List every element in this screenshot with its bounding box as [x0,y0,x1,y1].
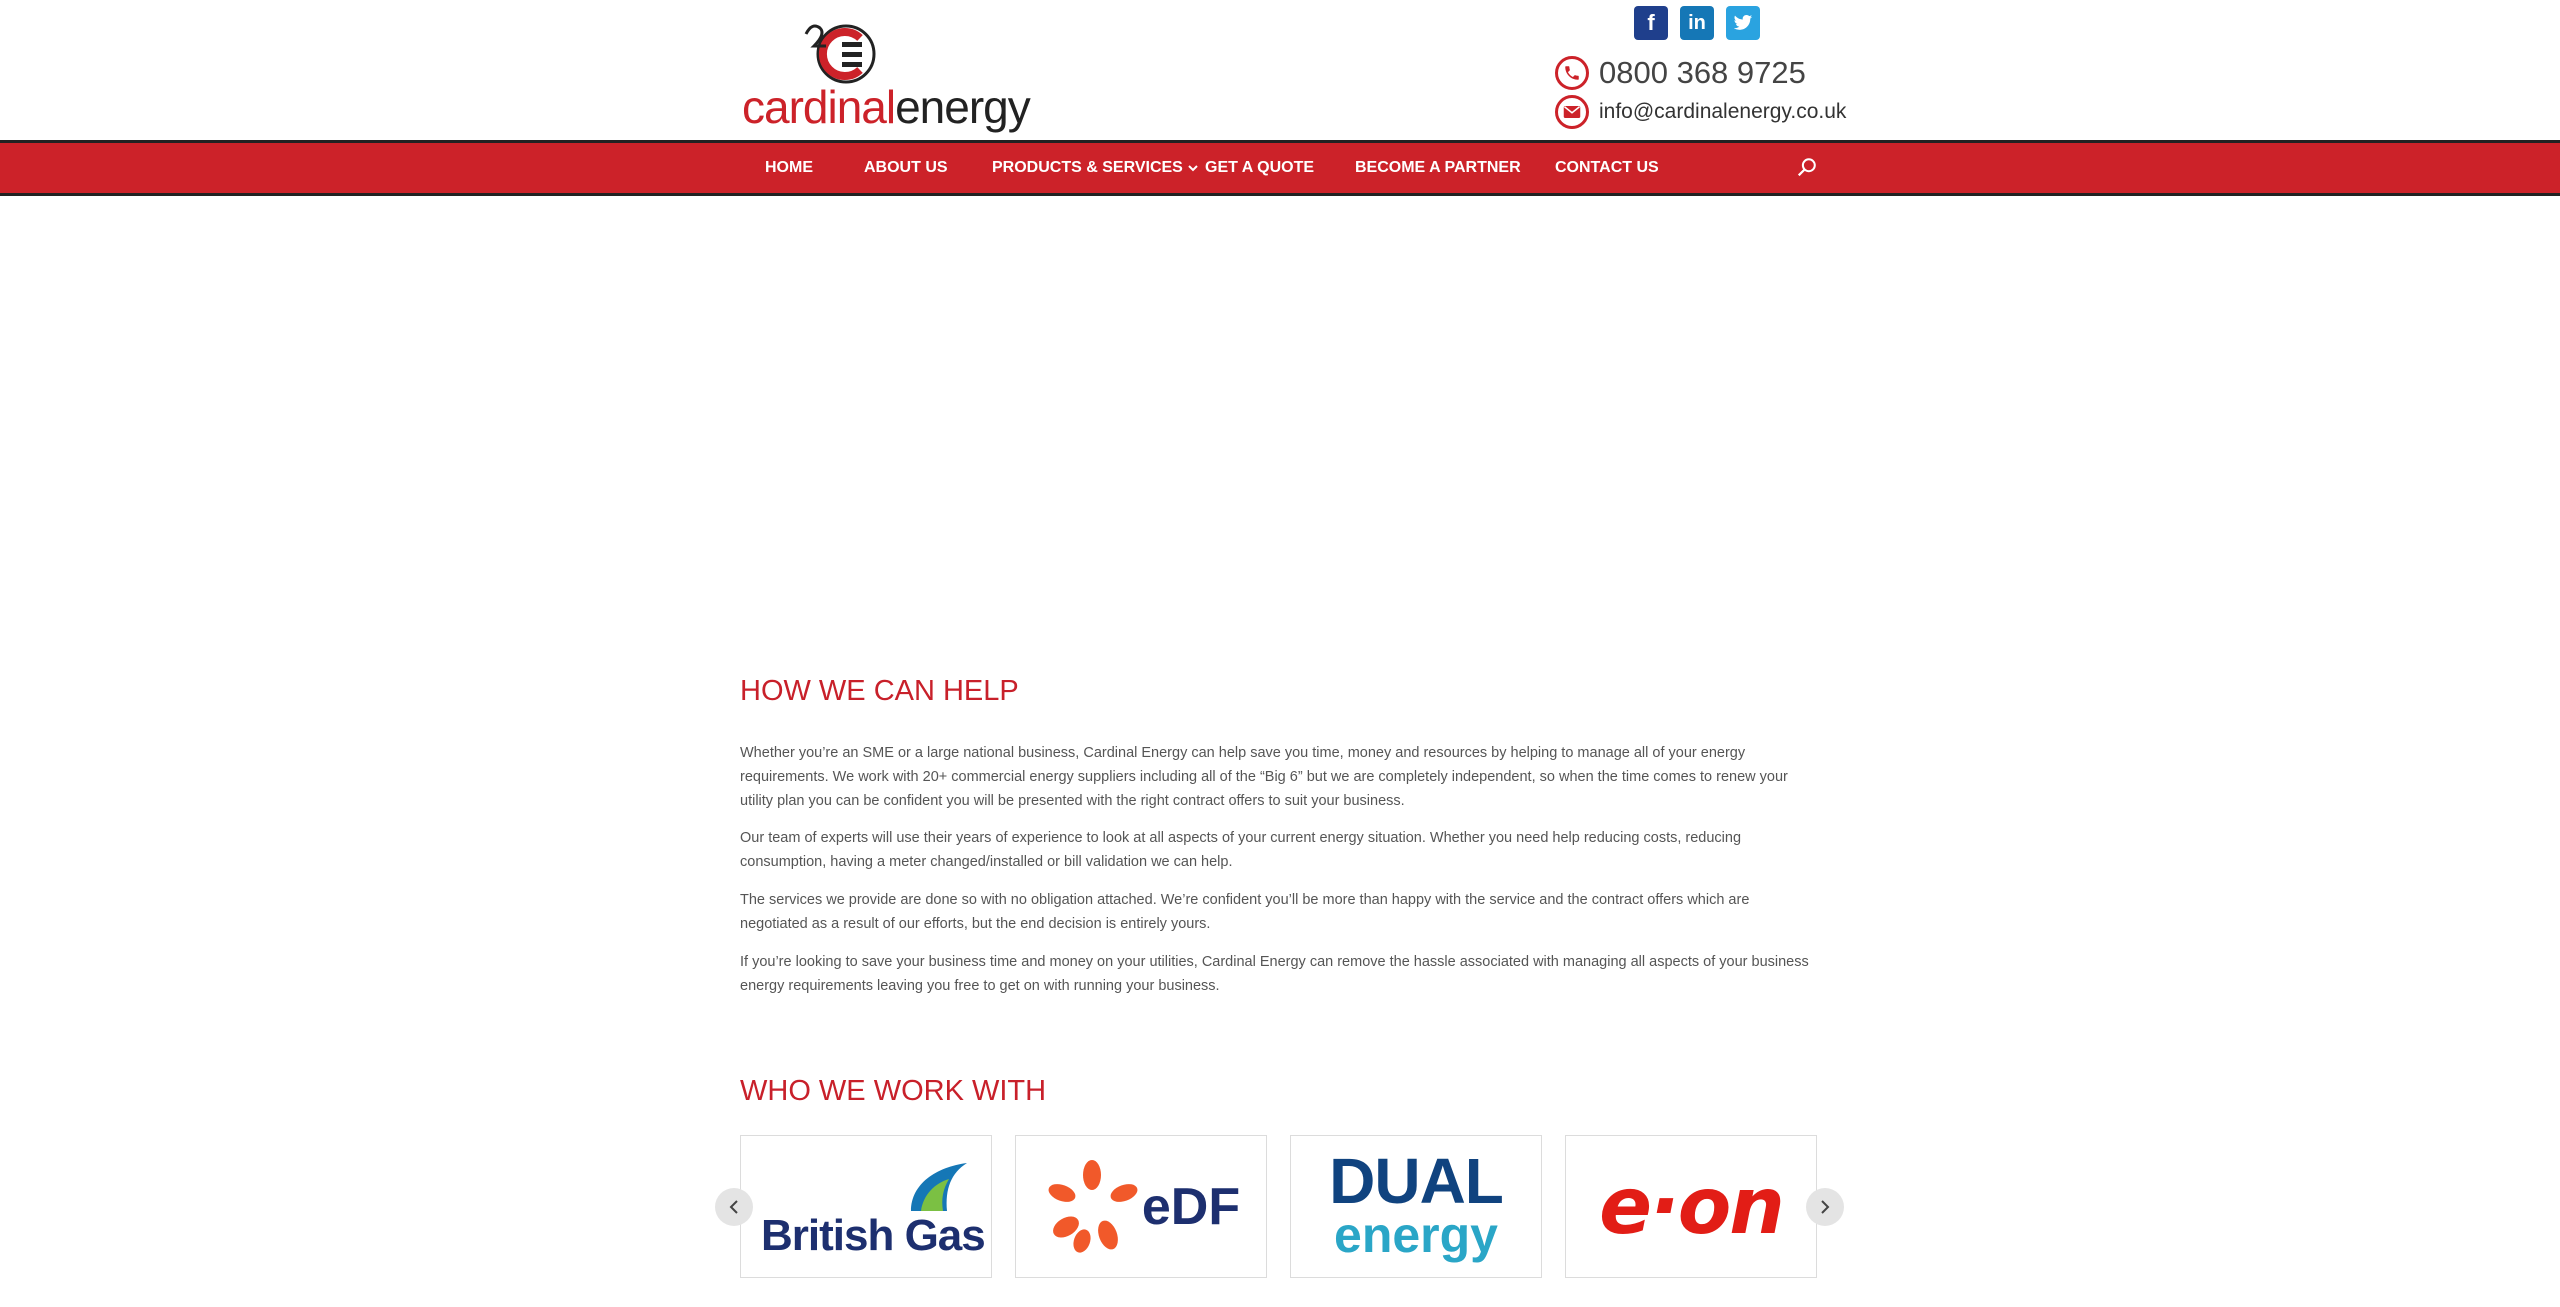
partner-logo-dual-energy[interactable] [1290,1135,1542,1278]
edf-sun-icon [1042,1159,1142,1255]
main-navigation [0,140,2560,196]
search-icon[interactable] [1796,157,1818,179]
dual-energy-logo [1329,1144,1503,1263]
partner-logo-edf[interactable] [1015,1135,1267,1278]
nav-home[interactable]: HOME [765,159,813,176]
social-links [1634,6,1760,40]
hero-banner-area [0,196,2560,646]
carousel-prev-button[interactable] [715,1188,753,1226]
email-address[interactable]: info@cardinalenergy.co.uk [1599,100,1847,123]
nav-products-services-label: PRODUCTS & SERVICES [992,159,1183,176]
how-we-can-help-heading: HOW WE CAN HELP [740,675,1019,707]
carousel-next-button[interactable] [1806,1188,1844,1226]
eon-wordmark: e·on [1599,1161,1783,1252]
nav-products-services[interactable] [992,143,1198,193]
who-we-work-with-heading: WHO WE WORK WITH [740,1075,1047,1107]
help-paragraph-4: If you’re looking to save your business time and money on your utilities, Cardinal Energy can remove the hassle associated with managing all aspects of your business energy requirements leaving you free to get on with running your business. [740,954,1809,994]
british-gas-wordmark: British Gas [761,1210,985,1260]
partner-logo-eon[interactable] [1565,1135,1817,1278]
nav-contact-us[interactable]: CONTACT US [1555,159,1659,176]
twitter-icon[interactable] [1726,6,1760,40]
logo-word-cardinal: cardinal [742,81,896,133]
envelope-icon [1555,95,1589,129]
help-paragraph-2: Our team of experts will use their years of experience to look at all aspects of your current energy situation. Whether you need help reducing costs, reducing consumption, having a meter changed/installed or bill validation we can help. [740,830,1742,870]
site-logo[interactable] [740,20,1030,133]
logo-mark-icon [802,20,882,88]
facebook-icon[interactable]: f [1634,6,1668,40]
logo-wordmark [742,81,1030,133]
dual-wordmark: DUAL [1329,1144,1503,1217]
nav-about-us[interactable]: ABOUT US [864,159,948,176]
phone-number[interactable]: 0800 368 9725 [1599,55,1806,90]
help-paragraph-1: Whether you’re an SME or a large national business, Cardinal Energy can help save you time, money and resources by helping to manage all of your energy requirements. We work with 20+ commercial energy suppliers including all of the “Big 6” but we are completely independent, so when the time comes to renew your utility plan you can be confident you will be presented with the right contract offers to suit your business. [740,745,1788,809]
phone-icon [1555,56,1589,90]
chevron-left-icon [728,1199,740,1215]
partner-logo-british-gas[interactable] [740,1135,992,1278]
edf-wordmark: eDF [1141,1177,1241,1236]
nav-become-a-partner[interactable]: BECOME A PARTNER [1355,159,1521,176]
phone-contact[interactable] [1555,55,1806,91]
help-paragraph-3: The services we provide are done so with no obligation attached. We’re confident you’ll be more than happy with the service and the contract offers which are negotiated as a result of our efforts, but the end decision is entirely yours. [740,892,1750,932]
chevron-down-icon [1188,164,1198,172]
energy-wordmark: energy [1334,1206,1498,1263]
chevron-right-icon [1819,1199,1831,1215]
twitter-bird-icon [1733,14,1753,32]
linkedin-icon[interactable]: in [1680,6,1714,40]
edf-logo [1042,1159,1240,1255]
email-contact[interactable] [1555,95,1846,129]
british-gas-logo [751,1147,985,1267]
logo-word-energy: energy [895,81,1030,133]
site-header [0,0,2560,140]
british-gas-flame-icon [901,1159,971,1217]
nav-get-a-quote[interactable]: GET A QUOTE [1205,159,1315,176]
